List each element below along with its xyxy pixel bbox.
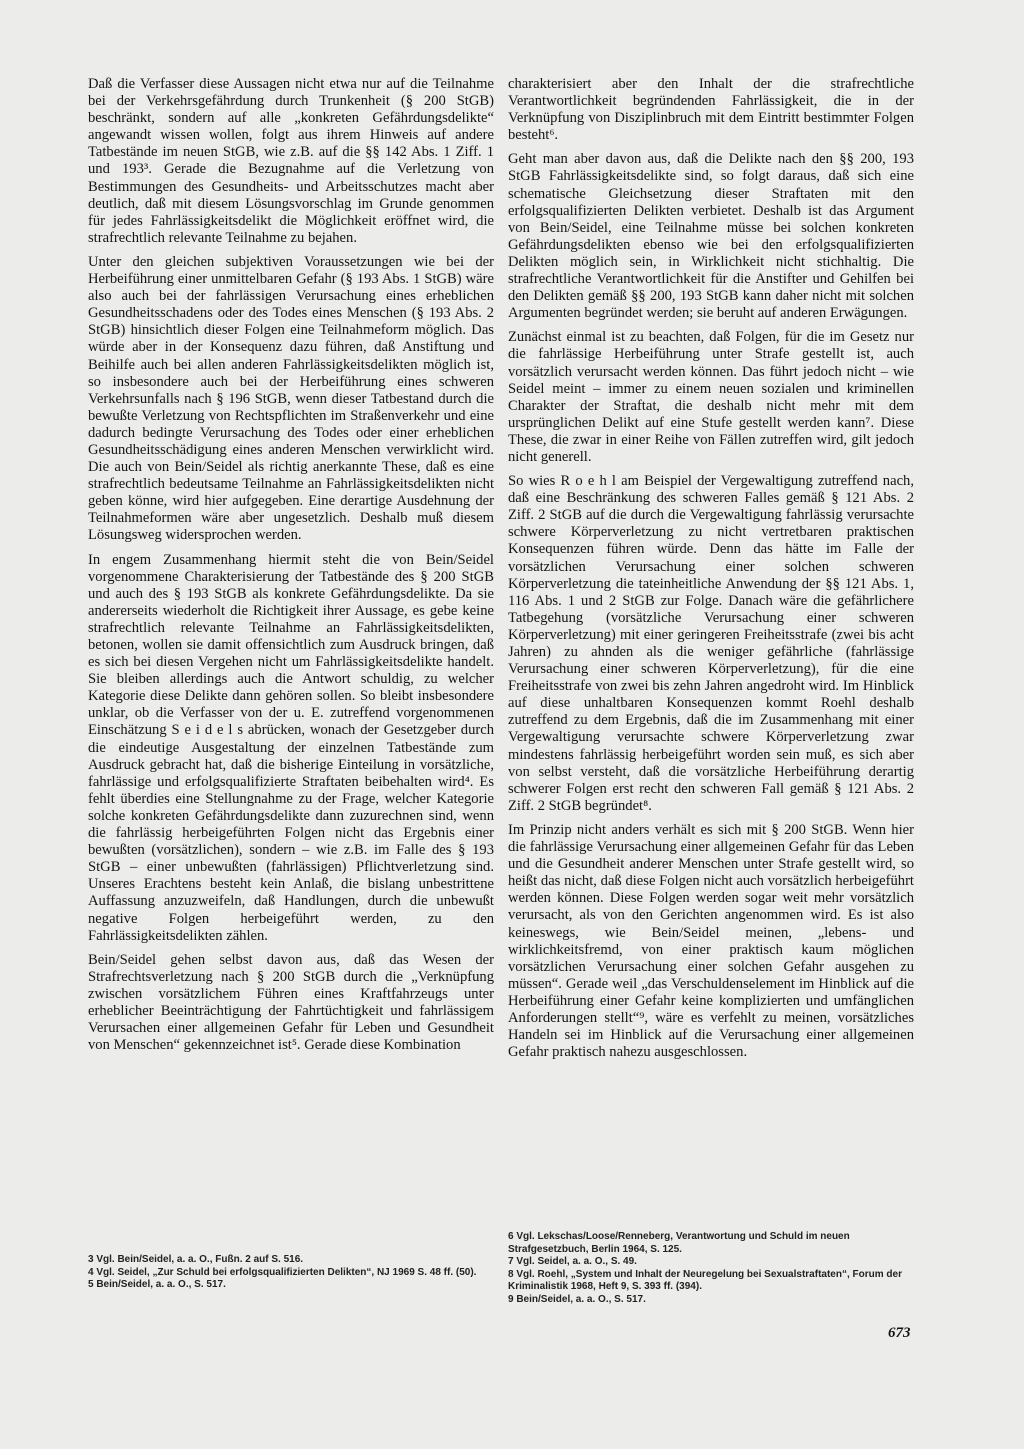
left-column <box>88 76 494 1061</box>
footnote: 7 Vgl. Seidel, a. a. O., S. 49. <box>508 1256 637 1267</box>
paragraph: Bein/Seidel gehen selbst davon aus, daß das Wesen der Strafrechtsverletzung nach § 200 StGB durch die „Verknüpfung zwischen vorsätzlichem Führen eines Kraftfahrzeugs unter erheblicher Beeinträchtigung der Fahrtüchtigkeit und fahrlässigem Verursachen einer allgemeinen Gefahr für Leben und Gesundheit von Menschen“ gekennzeichnet ist⁵. Gerade diese Kombination <box>88 951 494 1054</box>
left-footnotes <box>88 1254 494 1292</box>
footnote: 3 Vgl. Bein/Seidel, a. a. O., Fußn. 2 auf S. 516. <box>88 1254 304 1265</box>
paragraph: Daß die Verfasser diese Aussagen nicht etwa nur auf die Teilnahme bei der Verkehrsgefährdung durch Trunkenheit (§ 200 StGB) beschränkt, sondern auf alle „konkreten Gefährdungsdelikte“ angewandt wissen wollen, folgt aus ihrem Hinweis auf andere Tatbestände im neuen StGB, wie z.B. auf die §§ 142 Abs. 1 Ziff. 1 und 193³. Gerade die Bezugnahme auf die Verletzung von Bestimmungen des Gesundheits- und Arbeitsschutzes macht aber deutlich, daß mit diesem Lösungsvorschlag im Grunde genommen für jedes Fahrlässigkeitsdelikt die Möglichkeit eröffnet wird, die strafrechtlich relevante Teilnahme zu bejahen. <box>88 76 494 246</box>
paragraph: Im Prinzip nicht anders verhält es sich mit § 200 StGB. Wenn hier die fahrlässige Verursachung einer allgemeinen Gefahr für das Leben und die Gesundheit anderer Menschen unter Strafe gestellt wird, so heißt das nicht, daß diese Folgen nicht auch vorsätzlich herbeigeführt werden können. Diese Folgen werden sogar weit mehr vorsätzlich verursacht, als von den Gerichten angenommen wird. Es ist also keineswegs, wie Bein/Seidel meinen, „lebens- und wirklichkeitsfremd, von einer praktisch kaum möglichen vorsätzlichen Verursachung einer solchen Gefahr ausgehen zu müssen“. Gerade weil „das Verschuldenselement im Hinblick auf die Herbeiführung einer Gefahr keine komplizierten und umfänglichen Anforderungen stellt“⁹, wäre es verfehlt zu meinen, vorsätzliches Handeln sei im Hinblick auf die Verursachung einer allgemeinen Gefahr praktisch nahezu ausgeschlossen. <box>508 821 914 1061</box>
paragraph: In engem Zusammenhang hiermit steht die von Bein/Seidel vorgenommene Charakterisierung der Tatbestände des § 200 StGB und auch des § 193 StGB als konkrete Gefährdungsdelikte. Da sie andererseits wiederholt die Richtigkeit ihrer Aussage, es gebe keine strafrechtlich relevante Teilnahme an Fahrlässigkeitsdelikten, betonen, wollen sie damit offensichtlich zum Ausdruck bringen, daß es sich bei diesen Vergehen nicht um Fahrlässigkeitsdelikte handelt. Sie bleiben allerdings auch die Antwort schuldig, zu welcher Kategorie diese Delikte dann gehören sollen. So bleibt insbesondere unklar, ob die Verfasser von der u. E. zutreffend vorgenommenen Einschätzung S e i d e l s abrücken, wonach der Gesetzgeber durch die eindeutige Ausgestaltung der einzelnen Tatbestände zum Ausdruck gebracht hat, daß die bisherige Einteilung in vorsätzliche, fahrlässige und erfolgsqualifizierte Straftaten beibehalten wird⁴. Es fehlt überdies eine Stellungnahme zu der Frage, welcher Kategorie solche konkreten Gefährdungsdelikte dann zuzurechnen sind, wenn die fahrlässig herbeigeführten Folgen nicht das Ergebnis einer bewußten (vorsätzlichen), sondern – wie z.B. im Falle des § 193 StGB – einer unbewußten (fahrlässigen) Pflichtverletzung sind. Unseres Erachtens besteht kein Anlaß, die bislang unbestrittene Auffassung anzuzweifeln, daß Handlungen, durch die unbewußt negative Folgen herbeigeführt werden, zu den Fahrlässigkeitsdelikten zählen. <box>88 551 494 944</box>
paragraph: So wies R o e h l am Beispiel der Vergewaltigung zutreffend nach, daß eine Beschränkung des schweren Falles gemäß § 121 Abs. 2 Ziff. 2 StGB auf die durch die Vergewaltigung fahrlässig verursachte schwere Körperverletzung zu nicht vertretbaren praktischen Konsequenzen führen würde. Denn das hätte im Falle der vorsätzlichen Verursachung einer solchen schweren Körperverletzung die tateinheitliche Anwendung der §§ 121 Abs. 1, 116 Abs. 1 und 2 StGB zur Folge. Danach wäre die gefährlichere Tatbegehung (vorsätzliche Verursachung einer schweren Körperverletzung) mit einer geringeren Freiheitsstrafe (zwei bis acht Jahren) zu ahnden als die weniger gefährliche (fahrlässige Verursachung einer schweren Körperverletzung), für die eine Freiheitsstrafe von zwei bis zehn Jahren angedroht wird. Im Hinblick auf diese unhaltbaren Konsequenzen kommt Roehl deshalb zutreffend zu dem Ergebnis, daß die im Zusammenhang mit einer Vergewaltigung verursachte schwere Körperverletzung zwar mindestens fahrlässig herbeigeführt worden sein muß, es sich aber von selbst versteht, daß die vorsätzliche Herbeiführung derartig schwerer Folgen erst recht den schweren Fall gemäß § 121 Abs. 2 Ziff. 2 StGB begründet⁸. <box>508 473 914 814</box>
paragraph: Zunächst einmal ist zu beachten, daß Folgen, für die im Gesetz nur die fahrlässige Herbeiführung unter Strafe gestellt ist, auch vorsätzlich verursacht werden können. Das führt jedoch nicht – wie Seidel meint – immer zu einem neuen sozialen und kriminellen Charakter der Straftat, die deshalb nicht mehr mit dem ursprünglichen Delikt auf eine Stufe gestellt werden kann⁷. Diese These, die zwar in einer Reihe von Fällen zutreffen wird, gilt jedoch nicht generell. <box>508 329 914 465</box>
footnote: 6 Vgl. Lekschas/Loose/Renneberg, Verantwortung und Schuld im neuen Strafgesetzbuch, Berlin 1964, S. 125. <box>508 1231 850 1255</box>
page-number: 673 <box>888 1325 911 1341</box>
footnote: 4 Vgl. Seidel, „Zur Schuld bei erfolgsqualifizierten Delikten“, NJ 1969 S. 48 ff. (50). <box>88 1266 477 1278</box>
right-footnotes <box>508 1231 914 1306</box>
footnote: 5 Bein/Seidel, a. a. O., S. 517. <box>88 1279 226 1290</box>
right-column <box>508 76 914 1068</box>
paragraph: Geht man aber davon aus, daß die Delikte nach den §§ 200, 193 StGB Fahrlässigkeitsdelikte sind, so folgt daraus, daß sich eine schematische Gleichsetzung dieser Straftaten mit den erfolgsqualifizierten Delikten verbietet. Deshalb ist das Argument von Bein/Seidel, eine Teilnahme müsse bei solchen konkreten Gefährdungsdelikten ebenso wie bei den erfolgsqualifizierten Delikten möglich sein, in Wirklichkeit nicht stichhaltig. Die strafrechtliche Verantwortlichkeit für die Anstifter und Gehilfen bei den Delikten gemäß §§ 200, 193 StGB kann daher nicht mit solchen Argumenten begründet werden; sie beruht auf anderen Erwägungen. <box>508 151 914 322</box>
footnote: 8 Vgl. Roehl, „System und Inhalt der Neuregelung bei Sexualstraftaten“, Forum der Kriminalistik 1968, Heft 9, S. 393 ff. (394). <box>508 1268 902 1292</box>
paragraph: charakterisiert aber den Inhalt der die strafrechtliche Verantwortlichkeit begründenden Fahrlässigkeit, die in der Verknüpfung von Disziplinbruch mit dem Eintritt bestimmter Folgen besteht⁶. <box>508 76 914 144</box>
paragraph: Unter den gleichen subjektiven Voraussetzungen wie bei der Herbeiführung einer unmittelbaren Gefahr (§ 193 Abs. 1 StGB) wäre also auch bei der fahrlässigen Verursachung eines erheblichen Gesundheitsschadens oder des Todes eines Menschen (§ 193 Abs. 2 StGB) hinsichtlich dieser Folgen eine Teilnahmeform möglich. Das würde aber in der Konsequenz dazu führen, daß Anstiftung und Beihilfe auch bei allen anderen Fahrlässigkeitsdelikten möglich ist, so insbesondere auch bei der Herbeiführung eines schweren Verkehrsunfalls nach § 196 StGB, wenn dieser Tatbestand durch die bewußte Verletzung von Rechtspflichten im Straßenverkehr und eine dadurch bedingte Verursachung des Todes oder einer erheblichen Gesundheitsschädigung eines anderen Menschen verwirklicht wird. Die auch von Bein/Seidel als richtig anerkannte These, daß es eine strafrechtlich bedeutsame Teilnahme an Fahrlässigkeitsdelikten nicht geben könne, wird hier aufgegeben. Eine derartige Ausdehnung der Teilnahmeformen wäre aber ungesetzlich. Deshalb muß diesem Lösungsweg widersprochen werden. <box>88 253 494 544</box>
footnote: 9 Bein/Seidel, a. a. O., S. 517. <box>508 1293 646 1305</box>
